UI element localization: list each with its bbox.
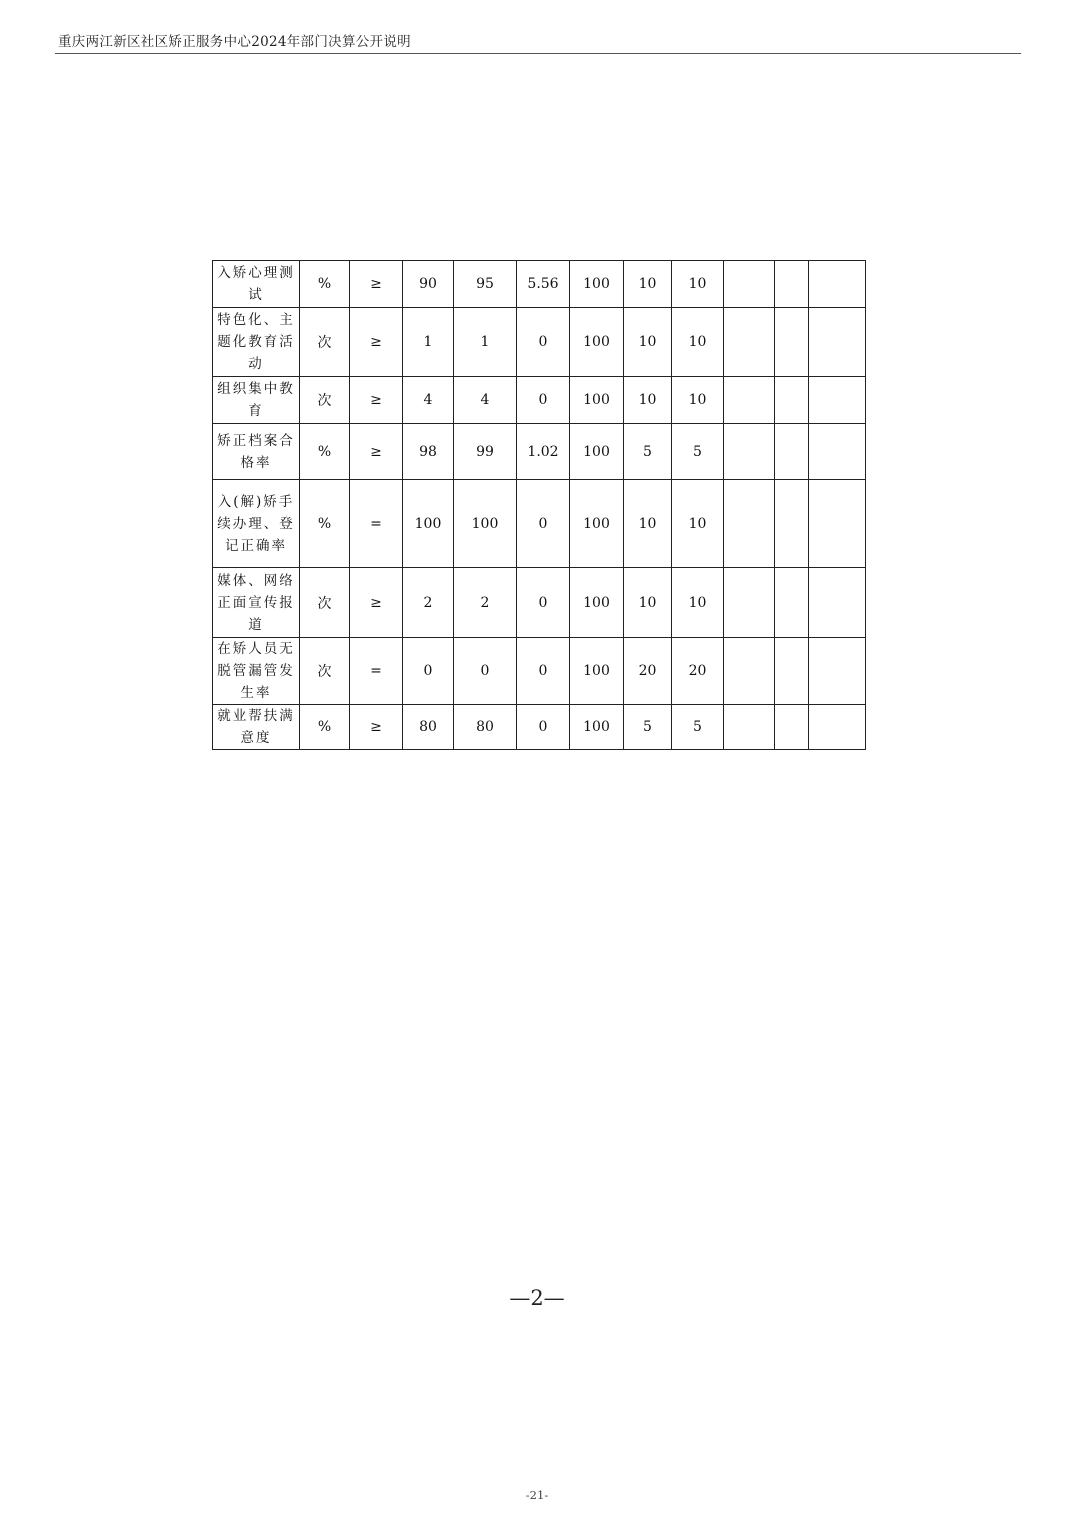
operator-cell: ≥ (350, 568, 403, 638)
empty-cell (724, 638, 775, 705)
empty-cell (809, 261, 866, 308)
table-body (213, 261, 866, 750)
empty-cell (809, 705, 866, 750)
target-value-cell: 90 (403, 261, 454, 308)
empty-cell (775, 705, 809, 750)
empty-cell (809, 308, 866, 377)
indicator-name-cell: 入(解)矫手续办理、登记正确率 (213, 480, 300, 568)
empty-cell (809, 424, 866, 480)
target-value-cell: 80 (403, 705, 454, 750)
empty-cell (724, 377, 775, 424)
performance-indicator-table (212, 260, 866, 750)
empty-cell (775, 424, 809, 480)
deviation-cell: 0 (517, 705, 570, 750)
empty-cell (724, 705, 775, 750)
weight-cell: 10 (624, 480, 672, 568)
deviation-cell: 1.02 (517, 424, 570, 480)
operator-cell: ≥ (350, 261, 403, 308)
indicator-name-cell: 媒体、网络正面宣传报道 (213, 568, 300, 638)
unit-cell: % (300, 480, 350, 568)
actual-value-cell: 2 (454, 568, 517, 638)
unit-cell: % (300, 261, 350, 308)
score-cell: 10 (672, 261, 724, 308)
deviation-cell: 0 (517, 480, 570, 568)
completion-rate-cell: 100 (570, 308, 624, 377)
empty-cell (775, 308, 809, 377)
unit-cell: % (300, 424, 350, 480)
target-value-cell: 1 (403, 308, 454, 377)
operator-cell: ≥ (350, 705, 403, 750)
unit-cell: % (300, 705, 350, 750)
deviation-cell: 5.56 (517, 261, 570, 308)
table-row (213, 261, 866, 308)
empty-cell (724, 480, 775, 568)
table-row (213, 308, 866, 377)
empty-cell (775, 480, 809, 568)
operator-cell: = (350, 480, 403, 568)
target-value-cell: 2 (403, 568, 454, 638)
empty-cell (775, 568, 809, 638)
score-cell: 10 (672, 568, 724, 638)
weight-cell: 10 (624, 568, 672, 638)
score-cell: 10 (672, 308, 724, 377)
unit-cell: 次 (300, 308, 350, 377)
empty-cell (809, 638, 866, 705)
empty-cell (809, 480, 866, 568)
empty-cell (724, 424, 775, 480)
actual-value-cell: 100 (454, 480, 517, 568)
operator-cell: ≥ (350, 308, 403, 377)
empty-cell (775, 377, 809, 424)
completion-rate-cell: 100 (570, 377, 624, 424)
target-value-cell: 4 (403, 377, 454, 424)
table-row (213, 480, 866, 568)
table-row (213, 568, 866, 638)
score-cell: 10 (672, 377, 724, 424)
empty-cell (809, 377, 866, 424)
actual-value-cell: 99 (454, 424, 517, 480)
completion-rate-cell: 100 (570, 568, 624, 638)
empty-cell (775, 261, 809, 308)
indicator-name-cell: 组织集中教育 (213, 377, 300, 424)
completion-rate-cell: 100 (570, 638, 624, 705)
score-cell: 20 (672, 638, 724, 705)
indicator-name-cell: 入矫心理测试 (213, 261, 300, 308)
actual-value-cell: 80 (454, 705, 517, 750)
completion-rate-cell: 100 (570, 480, 624, 568)
deviation-cell: 0 (517, 568, 570, 638)
deviation-cell: 0 (517, 308, 570, 377)
empty-cell (775, 638, 809, 705)
deviation-cell: 0 (517, 638, 570, 705)
weight-cell: 5 (624, 705, 672, 750)
completion-rate-cell: 100 (570, 424, 624, 480)
actual-value-cell: 1 (454, 308, 517, 377)
score-cell: 5 (672, 705, 724, 750)
indicator-name-cell: 在矫人员无脱管漏管发生率 (213, 638, 300, 705)
actual-value-cell: 0 (454, 638, 517, 705)
operator-cell: ≥ (350, 377, 403, 424)
table-row (213, 377, 866, 424)
weight-cell: 10 (624, 261, 672, 308)
score-cell: 10 (672, 480, 724, 568)
score-cell: 5 (672, 424, 724, 480)
empty-cell (724, 568, 775, 638)
table-row (213, 705, 866, 750)
completion-rate-cell: 100 (570, 261, 624, 308)
completion-rate-cell: 100 (570, 705, 624, 750)
empty-cell (724, 308, 775, 377)
table-row (213, 424, 866, 480)
indicator-name-cell: 矫正档案合格率 (213, 424, 300, 480)
unit-cell: 次 (300, 638, 350, 705)
target-value-cell: 98 (403, 424, 454, 480)
unit-cell: 次 (300, 568, 350, 638)
table-row (213, 638, 866, 705)
actual-value-cell: 4 (454, 377, 517, 424)
weight-cell: 5 (624, 424, 672, 480)
weight-cell: 10 (624, 308, 672, 377)
deviation-cell: 0 (517, 377, 570, 424)
indicator-name-cell: 就业帮扶满意度 (213, 705, 300, 750)
empty-cell (809, 568, 866, 638)
operator-cell: ≥ (350, 424, 403, 480)
weight-cell: 20 (624, 638, 672, 705)
weight-cell: 10 (624, 377, 672, 424)
unit-cell: 次 (300, 377, 350, 424)
target-value-cell: 100 (403, 480, 454, 568)
indicator-name-cell: 特色化、主题化教育活动 (213, 308, 300, 377)
operator-cell: = (350, 638, 403, 705)
empty-cell (724, 261, 775, 308)
running-header: 重庆两江新区社区矫正服务中心2024年部门决算公开说明 (58, 34, 411, 50)
page-number: -21- (525, 1488, 549, 1502)
section-page-marker: —2— (509, 1286, 565, 1310)
header-rule (55, 53, 1021, 54)
actual-value-cell: 95 (454, 261, 517, 308)
target-value-cell: 0 (403, 638, 454, 705)
